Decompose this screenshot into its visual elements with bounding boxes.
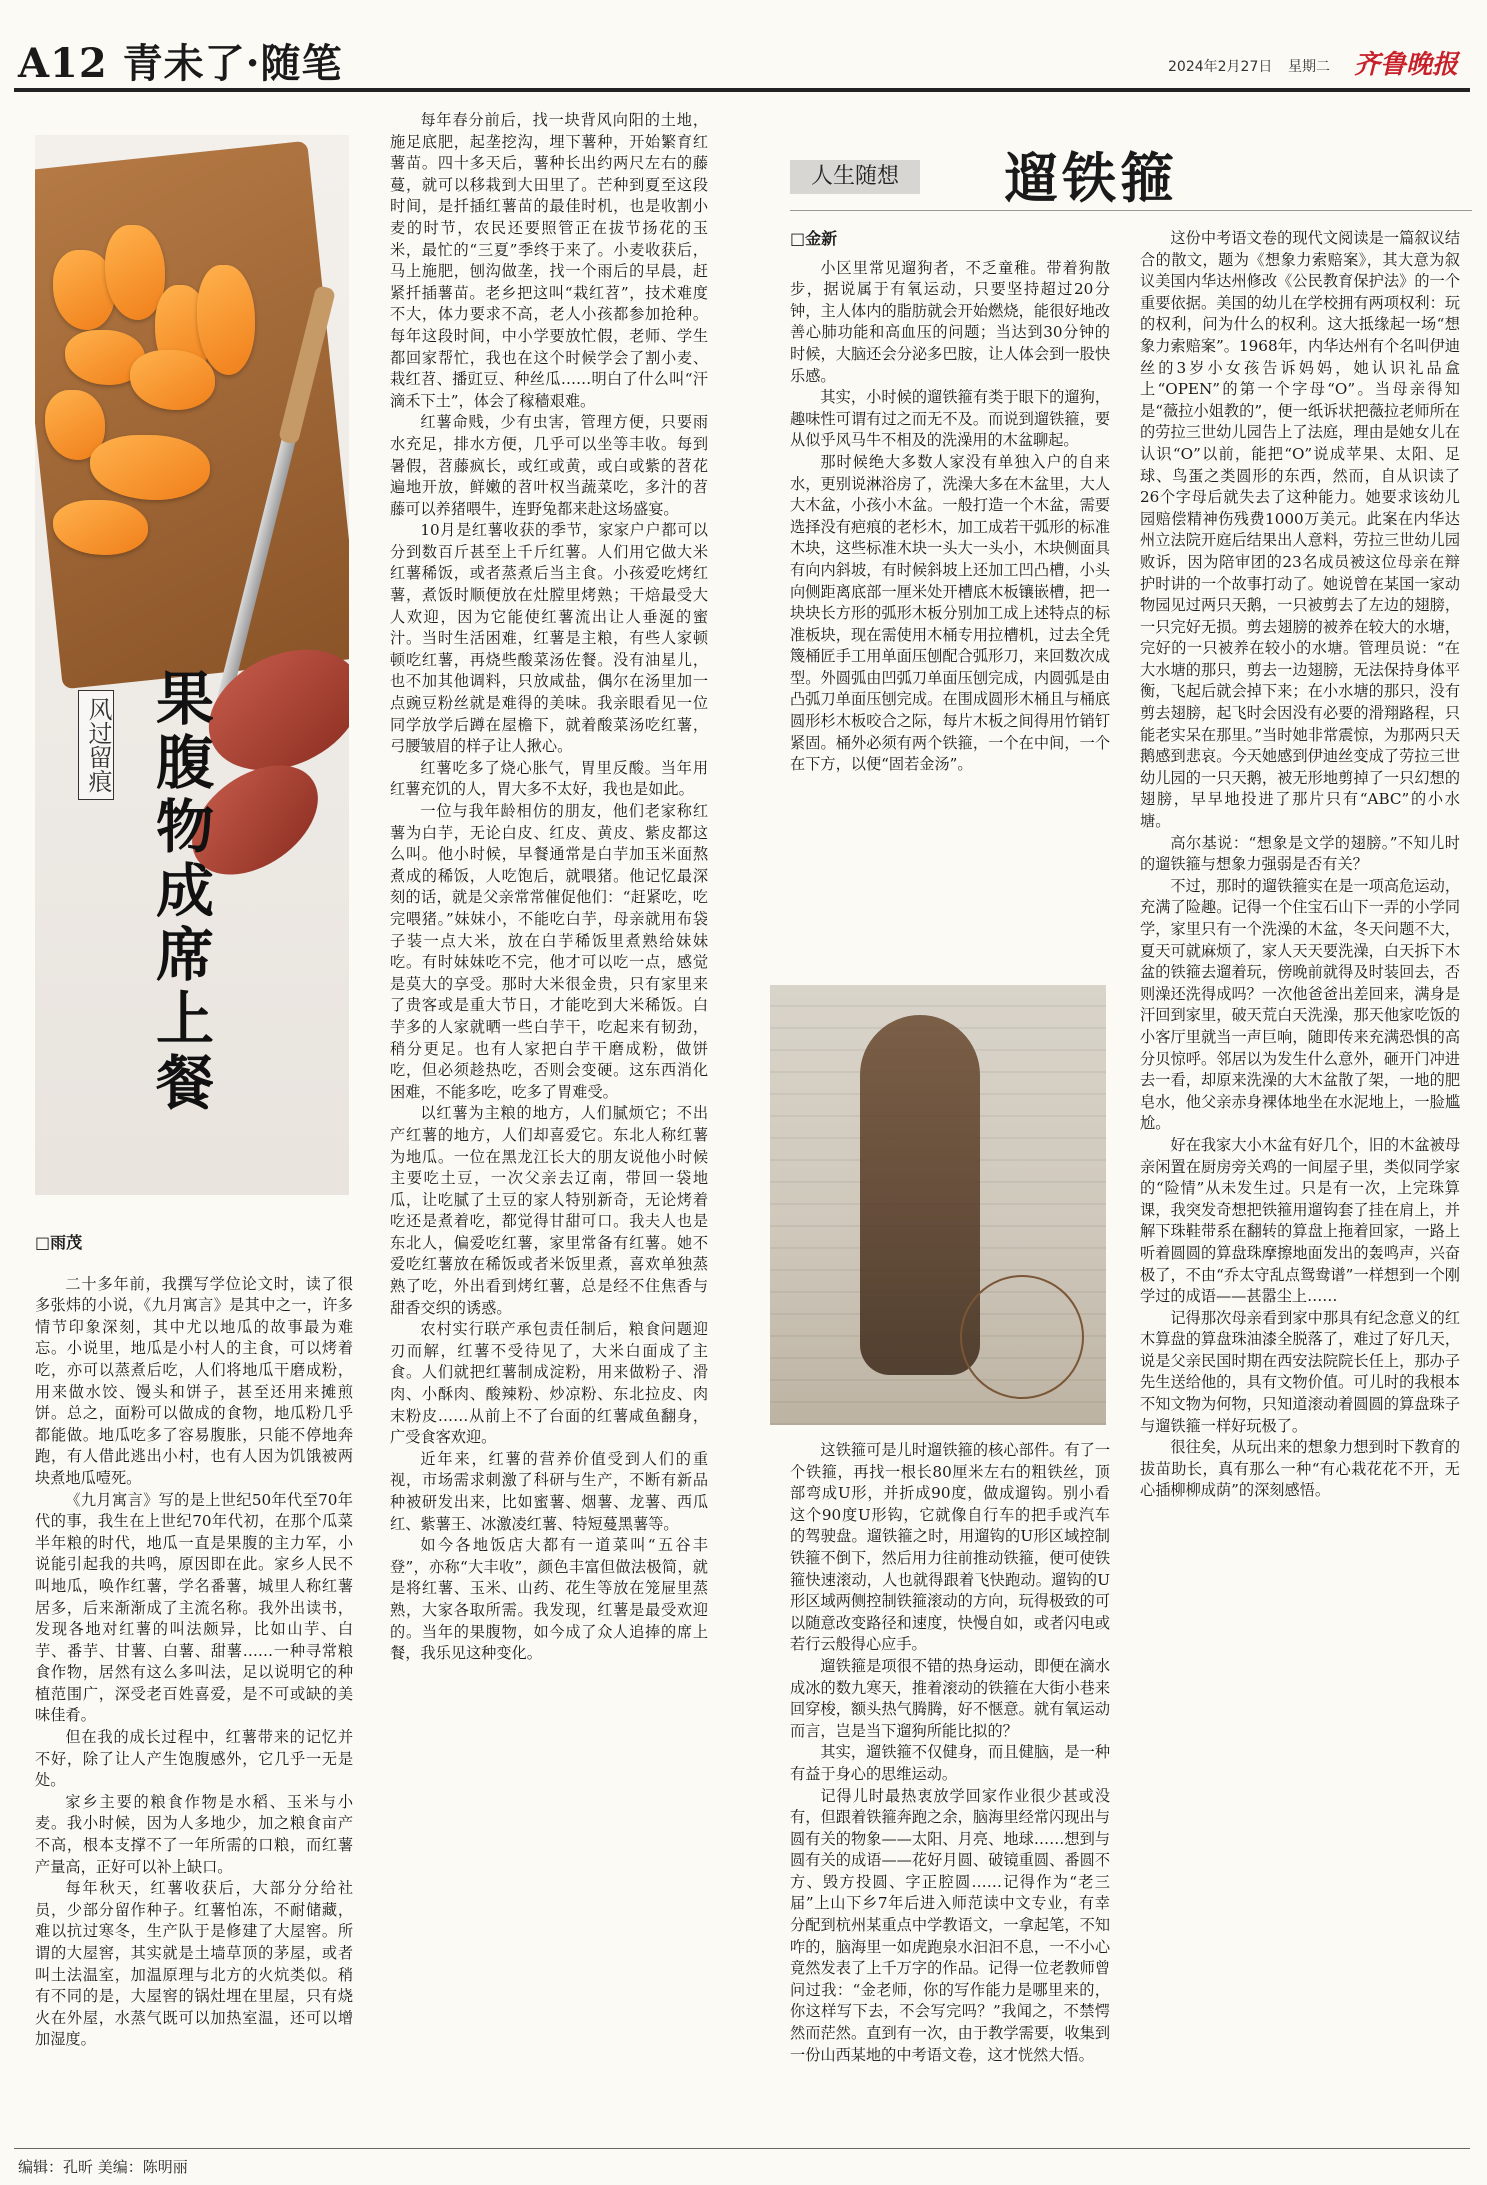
article2-paragraph: 很往矣，从玩出来的想象力想到时下教育的拔苗助长，真有那么一种“有心栽花花不开，无心插柳柳成荫”的深刻感悟。 [1140, 1438, 1460, 1500]
article2-paragraph: 其实，小时候的遛铁箍有类于眼下的遛狗，趣味性可谓有过之而无不及。而说到遛铁箍，要从似乎风马牛不相及的洗澡用的木盆聊起。 [790, 388, 1110, 450]
article1-kicker: 风过留痕 [78, 690, 114, 800]
article2-col1b [790, 1440, 1110, 2066]
article1-byline: □雨茂 [35, 1233, 83, 1252]
article1-paragraph: 以红薯为主粮的地方，人们腻烦它；不出产红薯的地方，人们却喜爱它。东北人称红薯为地瓜。一位在黑龙江长大的朋友说他小时候主要吃土豆，一次父亲去辽南，带回一袋地瓜，让吃腻了土豆的家人特别新奇，无论烤着吃还是煮着吃，都觉得甘甜可口。我夫人也是东北人，偏爱吃红薯，家里常备有红薯。她不爱吃红薯放在稀饭或者米饭里煮，喜欢单独蒸熟了吃，外出看到烤红薯，总是经不住焦香与甜香交织的诱惑。 [390, 1104, 708, 1317]
newspaper-logo: 齐鲁晚报 [1354, 50, 1459, 80]
article1-col1 [35, 1232, 353, 2051]
article2-kicker: 人生随想 [790, 160, 920, 194]
article2-paragraph: 那时候绝大多数人家没有单独入户的自来水，更别说淋浴房了，洗澡大多在木盆里，大人大木盆，小孩小木盆。一般打造一个木盆，需要选择没有疤痕的老杉木，加工成若干弧形的标准木块，这些标准木块一头大一头小，木块侧面具有向内斜坡，有时候斜坡上还加工凹凸槽，小头向侧距离底部一厘米处开槽底木板镶嵌槽，把一块块长方形的弧形木板分别加工成上述特点的标准板块，现在需使用木桶专用拉槽机，过去全凭篾桶匠手工用单面压刨配合弧形刀，来回数次成型。外圆弧由凹弧刀单面压刨完成，内圆弧是由凸弧刀单面压刨完成。在围成圆形木桶且与桶底圆形杉木板咬合之际，每片木板之间得用竹销钉紧固。桶外必须有两个铁箍，一个在中间，一个在下方，以便“固若金汤”。 [790, 452, 1110, 774]
page-title: A12 青未了·随笔 [18, 40, 343, 87]
article2-paragraph: 这份中考语文卷的现代文阅读是一篇叙议结合的散文，题为《想象力索赔案》，其大意为叙议美国内华达州修改《公民教育保护法》的一个重要依据。美国的幼儿在学校拥有两项权利：玩的权利，问为什么的权利。这大抵缘起一场“想象力索赔案”。1968年，内华达州有个名叫伊迪丝的3岁小女孩告诉妈妈，她认识礼品盒上“OPEN”的第一个字母“O”。当母亲得知是“薇拉小姐教的”，便一纸诉状把薇拉老师所在的劳拉三世幼儿园告上了法庭，理由是她女儿在认识“O”以前，能把“O”说成苹果、太阳、足球、鸟蛋之类圆形的东西，然而，自从识读了26个字母后就失去了这种能力。她要求该幼儿园赔偿精神伤残费1000万美元。此案在内华达州立法院开庭后结果出人意料，劳拉三世幼儿园败诉，因为陪审团的23名成员被这位母亲在辩护时讲的一个故事打动了。她说曾在某国一家动物园见过两只天鹅，一只被剪去了左边的翅膀，一只完好无损。剪去翅膀的被养在较大的水塘，完好的一只被养在较小的水塘。管理员说：“在大水塘的那只，剪去一边翅膀，无法保持身体平衡，飞起后就会掉下来；在小水塘的那只，没有剪去翅膀，起飞时会因没有必要的滑翔路程，只能老实呆在那里。”当时她非常震惊，为那两只天鹅感到悲哀。今天她感到伊迪丝变成了劳拉三世幼儿园的一只天鹅，被无形地剪掉了一只幻想的翅膀，早早地投进了那片只有“ABC”的小水塘。 [1140, 229, 1460, 831]
article2-paragraph: 小区里常见遛狗者，不乏童稚。带着狗散步，据说属于有氧运动，只要坚持超过20分钟，主人体内的脂肪就会开始燃烧，能很好地改善心肺功能和高血压的问题；当达到30分钟的时候，大脑还会分泌多巴胺，让人体会到一股快乐感。 [790, 258, 1110, 385]
article1-paragraph: 红薯吃多了烧心胀气，胃里反酸。当年用红薯充饥的人，胃大多不太好，我也是如此。 [390, 758, 708, 799]
bronze-statue-photo [770, 985, 1106, 1425]
article2-title: 遛铁箍 [1004, 146, 1178, 210]
article1-paragraph: 家乡主要的粮食作物是水稻、玉米与小麦。我小时候，因为人多地少，加之粮食亩产不高，根本支撑不了一年所需的口粮，而红薯产量高，正好可以补上缺口。 [35, 1792, 353, 1876]
article2-col2 [1140, 228, 1460, 1502]
article2-col1 [790, 228, 1110, 776]
article2-paragraph: 高尔基说：“想象是文学的翅膀。”不知儿时的遛铁箍与想象力强弱是否有关？ [1140, 833, 1460, 874]
article1-paragraph: 10月是红薯收获的季节，家家户户都可以分到数百斤甚至上千斤红薯。人们用它做大米红薯稀饭，或者蒸煮后当主食。小孩爱吃烤红薯，煮饭时顺便放在灶膛里烤熟；干焙最受大人欢迎，因为它能使红薯流出让人垂涎的蜜汁。当时生活困难，红薯是主粮，有些人家顿顿吃红薯，再烧些酸菜汤佐餐。没有油星儿，也不加其他调料，只放咸盐，偶尔在汤里加一点豌豆粉丝就是难得的美味。我亲眼看见一位同学放学后蹲在屋檐下，就着酸菜汤吃红薯，弓腰皱眉的样子让人揪心。 [390, 521, 708, 756]
article2-paragraph: 遛铁箍是项很不错的热身运动，即便在滴水成冰的数九寒天，推着滚动的铁箍在大街小巷来回穿梭，额头热气腾腾，好不惬意。就有氧运动而言，岂是当下遛狗所能比拟的？ [790, 1656, 1110, 1740]
article2-byline: □金新 [790, 229, 838, 248]
article1-paragraph: 如今各地饭店大都有一道菜叫“五谷丰登”，亦称“大丰收”，颜色丰富但做法极简，就是将红薯、玉米、山药、花生等放在笼屉里蒸熟，大家各取所需。我发现，红薯是最受欢迎的。当年的果腹物，如今成了众人追捧的席上餐，我乐见这种变化。 [390, 1536, 708, 1663]
issue-date: 2024年2月27日 [1168, 59, 1273, 75]
article1-paragraph: 但在我的成长过程中，红薯带来的记忆并不好，除了让人产生饱腹感外，它几乎一无是处。 [35, 1728, 353, 1790]
article1-paragraph: 每年春分前后，找一块背风向阳的土地，施足底肥，起垄挖沟，埋下薯种，开始繁育红薯苗。四十多天后，薯种长出约两尺左右的藤蔓，就可以移栽到大田里了。芒种到夏至这段时间，是扦插红薯苗的最佳时机，也是收割小麦的时节，农民还要照管正在拔节扬花的玉米，最忙的“三夏”季终于来了。小麦收获后，马上施肥，刨沟做垄，找一个雨后的早晨，赶紧扦插薯苗。老乡把这叫“栽红苕”，技术难度不大，体力要求不高，老人小孩都参加抢种。每年这段时间，中小学要放忙假，老师、学生都回家帮忙，我也在这个时候学会了割小麦、栽红苕、播豇豆、种丝瓜……明白了什么叫“汗滴禾下土”，体会了稼穑艰难。 [390, 111, 708, 410]
footer-rule [14, 2148, 1470, 2149]
article1-paragraph: 农村实行联产承包责任制后，粮食问题迎刃而解，红薯不受待见了，大米白面成了主食。人们就把红薯制成淀粉，用来做粉子、滑肉、小酥肉、酸辣粉、炒凉粉、东北拉皮、肉末粉皮……从前上不了台面的红薯咸鱼翻身，广受食客欢迎。 [390, 1320, 708, 1447]
header-rule [14, 88, 1470, 92]
issue-weekday: 星期二 [1288, 59, 1330, 75]
article2-paragraph: 记得那次母亲看到家中那具有纪念意义的红木算盘的算盘珠油漆全脱落了，难过了好几天，说是父亲民国时期在西安法院院长任上，那办子先生送给他的，具有文物价值。可儿时的我根本不知文物为何物，只知道滚动着圆圆的算盘珠子与遛铁箍一样好玩极了。 [1140, 1308, 1460, 1435]
article2-paragraph: 记得儿时最热衷放学回家作业很少甚或没有，但跟着铁箍奔跑之余，脑海里经常闪现出与圆有关的物象——太阳、月亮、地球……想到与圆有关的成语——花好月圆、破镜重圆、番圆不方、毁方投圆、字正腔圆……记得作为“老三届”上山下乡7年后进入师范读中文专业，有幸分配到杭州某重点中学教语文，一拿起笔，不知咋的，脑海里一如虎跑泉水汩汩不息，一不小心竟然发表了上千万字的作品。记得一位老教师曾问过我：“金老师，你的写作能力是哪里来的，你这样写下去，不会写完吗？”我闻之，不禁愕然而茫然。直到有一次，由于教学需要，收集到一份山西某地的中考语文卷，这才恍然大悟。 [790, 1786, 1110, 2064]
article2-rule [790, 210, 1472, 211]
article2-paragraph: 其实，遛铁箍不仅健身，而且健脑，是一种有益于身心的思维运动。 [790, 1743, 1110, 1783]
article1-paragraph: 一位与我年龄相仿的朋友，他们老家称红薯为白芋，无论白皮、红皮、黄皮、紫皮都这么叫。他小时候，早餐通常是白芋加玉米面熬煮成的稀饭，人吃饱后，就喂猪。他记忆最深刻的话，就是父亲常常催促他们：“赶紧吃，吃完喂猪。”妹妹小，不能吃白芋，母亲就用布袋子装一点大米，放在白芋稀饭里煮熟给妹妹吃。有时妹妹吃不完，他才可以吃一点，感觉是莫大的享受。那时大米很金贵，只有家里来了贵客或是重大节日，才能吃到大米稀饭。白芋多的人家就晒一些白芋干，吃起来有韧劲，稍分更足。也有人家把白芋干磨成粉，做饼吃，但必须趁热吃，否则会变硬。这东西消化困难，不能多吃，吃多了胃难受。 [390, 802, 708, 1101]
article1-paragraph: 《九月寓言》写的是上世纪50年代至70年代的事，我生在上世纪70年代初，在那个瓜菜半年粮的时代，地瓜一直是果腹的主力军，小说能引起我的共鸣，原因即在此。家乡人民不叫地瓜，唤作红薯，学名番薯，城里人称红薯居多，后来渐渐成了主流名称。我外出读书，发现各地对红薯的叫法颇异，比如山芋、白芋、番芋、甘薯、白薯、甜薯……一种寻常粮食作物，居然有这么多叫法，足以说明它的种植范围广，深受老百姓喜爱，是不可或缺的美味佳肴。 [35, 1490, 353, 1725]
article1-paragraph: 二十多年前，我撰写学位论文时，读了很多张炜的小说，《九月寓言》是其中之一，许多情节印象深刻，其中尤以地瓜的故事最为难忘。小说里，地瓜是小村人的主食，可以烤着吃，亦可以蒸煮后吃，人们将地瓜干磨成粉，用来做水饺、馒头和饼子，甚至还用来摊煎饼。总之，面粉可以做成的食物，地瓜粉几乎都能做。地瓜吃多了容易腹胀，只能不停地奔跑，有人借此逃出小村，也有人因为饥饿被两块煮地瓜噎死。 [35, 1274, 353, 1487]
article1-paragraph: 每年秋天，红薯收获后，大部分分给社员，少部分留作种子。红薯怕冻，不耐储藏，难以抗过寒冬，生产队于是修建了大屋窖。所谓的大屋窖，其实就是土墙草顶的茅屋，或者叫土法温室，加温原理与北方的火炕类似。稍有不同的是，大屋窖的锅灶埋在里屋，只有烧火在外屋，水蒸气既可以加热室温，还可以增加湿度。 [35, 1879, 353, 2049]
article1-title: 果腹物成席上餐 [146, 668, 214, 1116]
article2-paragraph: 这铁箍可是儿时遛铁箍的核心部件。有了一个铁箍，再找一根长80厘米左右的粗铁丝，顶部弯成U形，并折成90度，做成遛钩。别小看这个90度U形钩，它就像自行车的把手或汽车的驾驶盘。遛铁箍之时，用遛钩的U形区域控制铁箍不倒下，然后用力往前推动铁箍，便可使铁箍快速滚动，人也就得跟着飞快跑动。遛钩的U形区域两侧控制铁箍滚动的方向，玩得极致的可以随意改变路径和速度，快慢自如，或者闪电或若行云般得心应手。 [790, 1441, 1110, 1654]
editor-credit: 编辑：孔昕 美编：陈明丽 [18, 2158, 188, 2176]
article2-paragraph: 不过，那时的遛铁箍实在是一项高危运动，充满了险趣。记得一个住宝石山下一弄的小学同学，家里只有一个洗澡的木盆，冬天问题不大，夏天可就麻烦了，家人天天要洗澡，白天拆下木盆的铁箍去遛着玩，傍晚前就得及时装回去，否则澡还洗得成吗？一次他爸爸出差回来，满身是汗回到家里，破天荒白天洗澡，那天他家吃饭的小客厅里就当一声巨响，随即传来充满恐惧的高分贝惊呼。邻居以为发生什么意外，砸开门冲进去一看，却原来洗澡的大木盆散了架，一地的肥皂水，他父亲赤身裸体地坐在水泥地上，一脸尴尬。 [1140, 876, 1460, 1133]
article1-paragraph: 红薯命贱，少有虫害，管理方便，只要雨水充足，排水方便，几乎可以坐等丰收。每到暑假，苕藤疯长，或红或黄，或白或紫的苕花遍地开放，鲜嫩的苕叶权当蔬菜吃，多汁的苕藤可以养猪喂牛，连野兔都来赴这场盛宴。 [390, 413, 708, 518]
article2-paragraph: 好在我家大小木盆有好几个，旧的木盆被母亲闲置在厨房旁关鸡的一间屋子里，类似同学家的“险情”从未发生过。只是有一次，上完珠算课，我突发奇想把铁箍用遛钩套了挂在肩上，并解下珠鞋带系在翻转的算盘上拖着回家，一路上听着圆圆的算盘珠摩擦地面发出的轰鸣声，兴奋极了，不由“乔太守乱点鸳鸯谱”一样想到一个刚学过的成语——甚嚣尘上…… [1140, 1135, 1460, 1306]
article1-col2 [390, 110, 708, 1665]
article1-paragraph: 近年来，红薯的营养价值受到人们的重视，市场需求刺激了科研与生产，不断有新品种被研发出来，比如蜜薯、烟薯、龙薯、西瓜红、紫薯王、冰激凌红薯、特短蔓黑薯等。 [390, 1449, 708, 1533]
